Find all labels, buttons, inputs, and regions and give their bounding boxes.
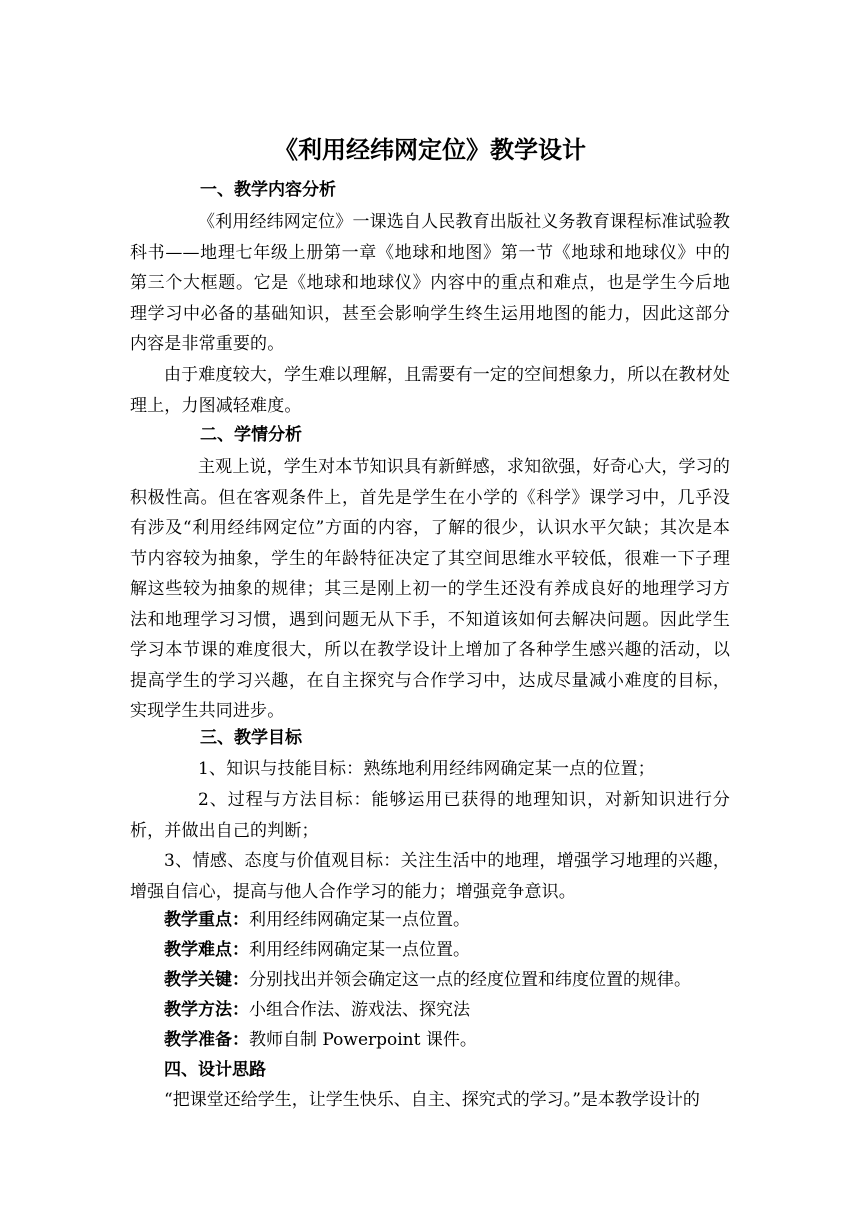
teaching-preparation xyxy=(164,1026,764,1054)
goal-emotion-attitude: 3、情感、态度与价值观目标：关注生活中的地理，增强学习地理的兴趣，增强自信心，提高与他人合作学习的能力；增强竞争意识。 xyxy=(130,851,730,902)
teaching-method xyxy=(164,996,764,1024)
method-text: 小组合作法、游戏法、探究法 xyxy=(249,1000,470,1020)
section-heading-content-analysis: 一、教学内容分析 xyxy=(200,180,336,200)
teaching-crux xyxy=(164,966,764,994)
section-heading-design-idea: 四、设计思路 xyxy=(164,1060,266,1080)
document-title: 《利用经纬网定位》教学设计 xyxy=(274,136,586,164)
teaching-key-point xyxy=(164,906,764,934)
goal-process-method: 2、过程与方法目标：能够运用已获得的地理知识，对新知识进行分析，并做出自己的判断； xyxy=(130,790,730,841)
goal-knowledge-skills: 1、知识与技能目标：熟练地利用经纬网确定某一点的位置； xyxy=(198,759,655,779)
difficulty-label: 教学难点： xyxy=(164,940,249,960)
key-point-label: 教学重点： xyxy=(164,910,249,930)
paragraph-content-analysis-1: 《利用经纬网定位》一课选自人民教育出版社义务教育课程标准试验教科书——地理七年级上册第一章《地球和地图》第一节《地球和地球仪》中的第三个大框题。它是《地球和地球仪》内容中的重点和难点，也是学生今后地理学习中必备的基础知识，甚至会影响学生终生运用地图的能力，因此这部分内容是非常重要的。 xyxy=(130,212,730,354)
paragraph-learner-analysis: 主观上说，学生对本节知识具有新鲜感，求知欲强，好奇心大，学习的积极性高。但在客观条件上，首先是学生在小学的《科学》课学习中，几乎没有涉及“利用经纬网定位”方面的内容，了解的很少，认识水平欠缺；其次是本节内容较为抽象，学生的年龄特征决定了其空间思维水平较低，很难一下子理解这些较为抽象的规律；其三是刚上初一的学生还没有养成良好的地理学习方法和地理学习习惯，遇到问题无从下手，不知道该如何去解决问题。因此学生学习本节课的难度很大，所以在教学设计上增加了各种学生感兴趣的活动，以提高学生的学习兴趣，在自主探究与合作学习中，达成尽量减小难度的目标，实现学生共同进步。 xyxy=(130,457,730,721)
paragraph-content-analysis-2: 由于难度较大，学生难以理解，且需要有一定的空间想象力，所以在教材处理上，力图减轻难度。 xyxy=(130,365,730,416)
key-point-text: 利用经纬网确定某一点位置。 xyxy=(249,910,470,930)
crux-text: 分别找出并领会确定这一点的经度位置和纬度位置的规律。 xyxy=(249,970,691,990)
method-label: 教学方法： xyxy=(164,1000,249,1020)
preparation-text: 教师自制 Powerpoint 课件。 xyxy=(249,1030,477,1050)
section-heading-learner-analysis: 二、学情分析 xyxy=(200,425,302,445)
difficulty-text: 利用经纬网确定某一点位置。 xyxy=(249,940,470,960)
teaching-difficulty xyxy=(164,936,764,964)
crux-label: 教学关键： xyxy=(164,970,249,990)
section-heading-teaching-goals: 三、教学目标 xyxy=(200,728,302,748)
paragraph-design-idea: “把课堂还给学生，让学生快乐、自主、探究式的学习。”是本教学设计的 xyxy=(164,1090,700,1110)
preparation-label: 教学准备： xyxy=(164,1030,249,1050)
